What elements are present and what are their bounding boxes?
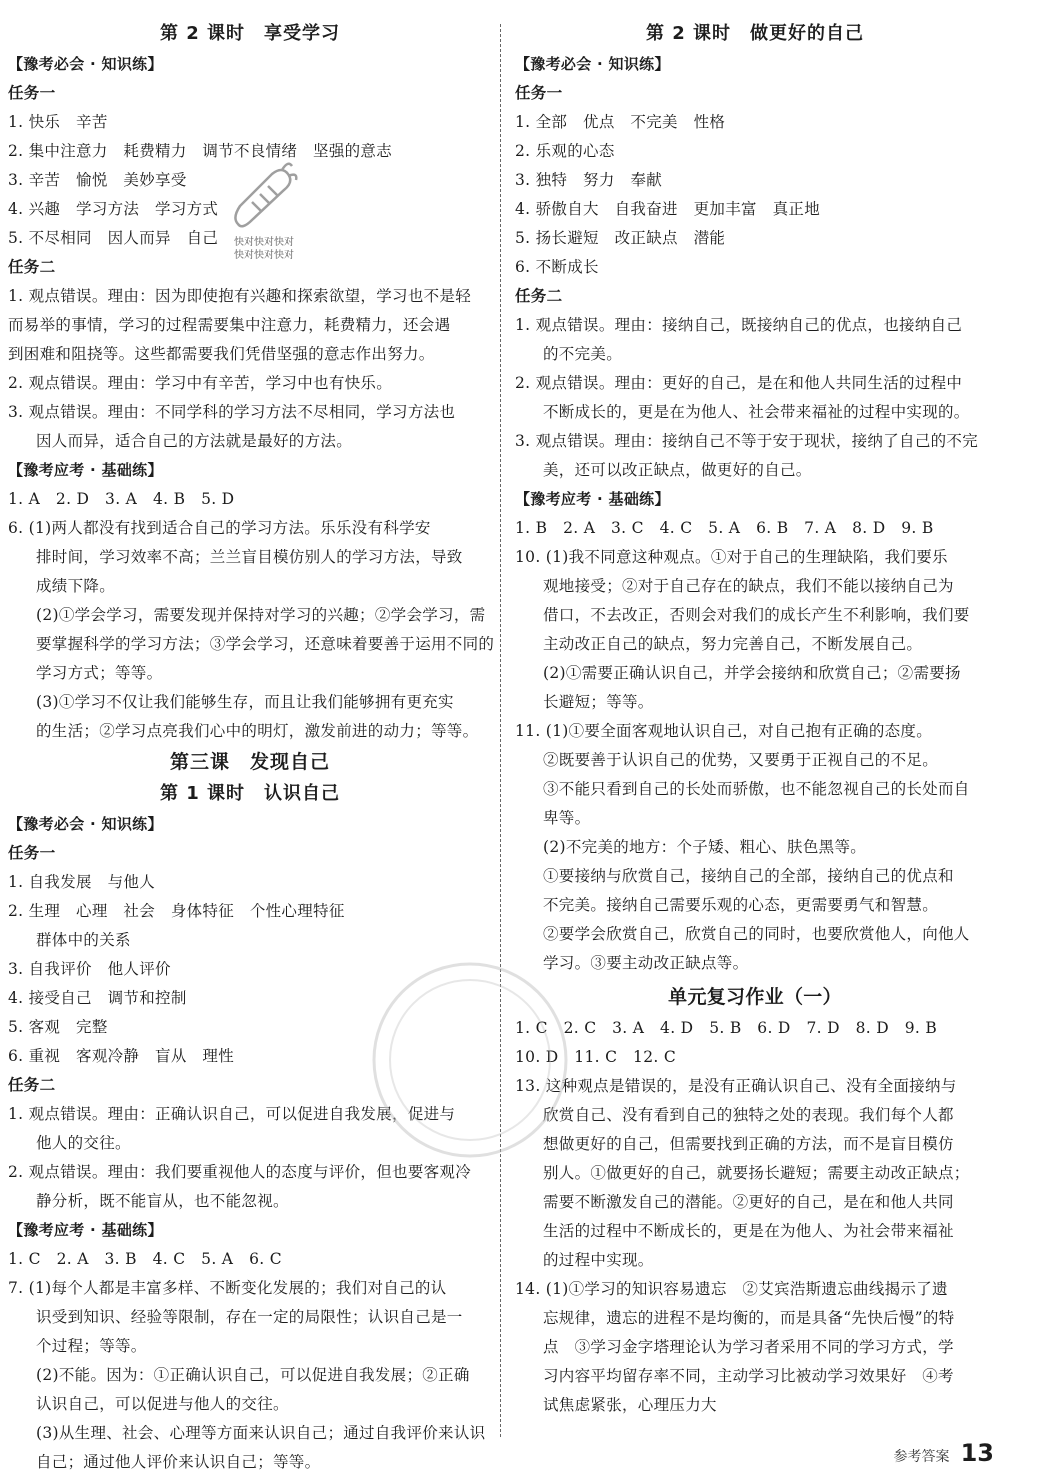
text-line: 4. 兴趣 学习方法 学习方式 <box>8 200 219 218</box>
text-line: 群体中的关系 <box>36 931 131 949</box>
text-line: 10. (1)我不同意这种观点。①对于自己的生理缺陷，我们要乐 <box>515 548 948 566</box>
task-header: 任务一 <box>8 844 56 862</box>
text-line: 1. 自我发展 与他人 <box>8 873 156 891</box>
text-line: 6. 重视 客观冷静 盲从 理性 <box>8 1047 235 1065</box>
unit-title: 单元复习作业（一） <box>668 986 842 1008</box>
text-line: 5. 扬长避短 改正缺点 潜能 <box>515 229 726 247</box>
text-line: 排时间，学习效率不高；兰兰盲目模仿别人的学习方法，导致 <box>36 548 463 566</box>
watermark-line: 快对快对快对 <box>234 250 294 261</box>
section-header: 【豫考应考 · 基础练】 <box>8 461 163 479</box>
text-line: 点 ③学习金字塔理论认为学习者采用不同的学习方式，学 <box>543 1338 954 1356</box>
text-line: 13. 这种观点是错误的，是没有正确认识自己、没有全面接纳与 <box>515 1077 957 1095</box>
text-line: 学习方式；等等。 <box>36 664 163 682</box>
text-line: 2. 乐观的心态 <box>515 142 615 160</box>
text-line: 想做更好的自己，但需要找到正确的方法，而不是盲目模仿 <box>543 1135 954 1153</box>
text-line: 要掌握科学的学习方法；③学会学习，还意味着要善于运用不同的 <box>36 635 495 653</box>
text-line: 自己；通过他人评价来认识自己；等等。 <box>36 1453 321 1471</box>
text-line: 3. 观点错误。理由：不同学科的学习方法不尽相同，学习方法也 <box>8 403 456 421</box>
text-line: 欣赏自己、没有看到自己的独特之处的表现。我们每个人都 <box>543 1106 954 1124</box>
text-line: ①要接纳与欣赏自己，接纳自己的全部，接纳自己的优点和 <box>543 867 954 885</box>
lesson-title: 第 2 课时 做更好的自己 <box>645 23 865 44</box>
text-line: 10. D 11. C 12. C <box>515 1048 676 1066</box>
text-line: 11. (1)①要全面客观地认识自己，对自己抱有正确的态度。 <box>515 722 933 740</box>
text-line: 2. 观点错误。理由：我们要重视他人的态度与评价，但也要客观冷 <box>8 1163 472 1181</box>
text-line: 他人的交往。 <box>36 1134 131 1152</box>
text-line: 的过程中实现。 <box>543 1251 654 1269</box>
text-line: (2)不完美的地方：个子矮、粗心、肤色黑等。 <box>543 838 867 856</box>
task-header: 任务二 <box>8 258 56 276</box>
text-line: (2)①学会学习，需要发现并保持对学习的兴趣；②学会学习，需 <box>36 606 486 624</box>
section-header: 【豫考应考 · 基础练】 <box>8 1221 163 1239</box>
text-line: 5. 客观 完整 <box>8 1018 108 1036</box>
text-line: 1. B 2. A 3. C 4. C 5. A 6. B 7. A 8. D 9. B <box>515 519 934 537</box>
lesson-title: 第 1 课时 认识自己 <box>159 783 341 804</box>
text-line: 5. 不尽相同 因人而异 自己 <box>8 229 219 247</box>
text-line: 不完美。接纳自己需要乐观的心态，更需要勇气和智慧。 <box>543 896 939 914</box>
footer-label: 参考答案 <box>893 1449 950 1465</box>
text-line: 成绩下降。 <box>36 577 116 595</box>
task-header: 任务一 <box>515 84 563 102</box>
text-line: 1. 观点错误。理由：接纳自己，既接纳自己的优点，也接纳自己 <box>515 316 963 334</box>
task-header: 任务二 <box>8 1076 56 1094</box>
text-line: 个过程；等等。 <box>36 1337 147 1355</box>
section-header: 【豫考应考 · 基础练】 <box>515 490 670 508</box>
text-line: 4. 骄傲自大 自我奋进 更加丰富 真正地 <box>515 200 821 218</box>
text-line: 2. 观点错误。理由：学习中有辛苦，学习中也有快乐。 <box>8 374 393 392</box>
text-line: 2. 生理 心理 社会 身体特征 个性心理特征 <box>8 902 345 920</box>
text-line: 3. 独特 努力 奉献 <box>515 171 663 189</box>
text-line: 卑等。 <box>543 809 591 827</box>
text-line: 生活的过程中不断成长的，更是在为他人、为社会带来福祉 <box>543 1222 954 1240</box>
text-line: 而易举的事情，学习的过程需要集中注意力，耗费精力，还会遇 <box>8 316 451 334</box>
watermark-line: 快对快对快对 <box>234 237 294 248</box>
text-line: 3. 自我评价 他人评价 <box>8 960 171 978</box>
text-line: ③不能只看到自己的长处而骄傲，也不能忽视自己的长处而自 <box>543 780 970 798</box>
text-line: 7. (1)每个人都是丰富多样、不断变化发展的；我们对自己的认 <box>8 1279 447 1297</box>
text-line: 静分析，既不能盲从，也不能忽视。 <box>36 1192 289 1210</box>
task-header: 任务一 <box>8 84 56 102</box>
text-line: 6. (1)两人都没有找到适合自己的学习方法。乐乐没有科学安 <box>8 519 431 537</box>
text-line: (3)从生理、社会、心理等方面来认识自己；通过自我评价来认识 <box>36 1424 486 1442</box>
watermark-text <box>234 236 294 262</box>
text-line: 观地接受；②对于自己存在的缺点，我们不能以接纳自己为 <box>543 577 954 595</box>
text-line: (3)①学习不仅让我们能够生存，而且让我们能够拥有更充实 <box>36 693 454 711</box>
text-line: 1. 快乐 辛苦 <box>8 113 108 131</box>
text-line: 1. 观点错误。理由：正确认识自己，可以促进自我发展，促进与 <box>8 1105 456 1123</box>
text-line: 忘规律，遗忘的进程不是均衡的，而是具备“先快后慢”的特 <box>543 1309 955 1327</box>
right-column <box>515 18 995 1420</box>
text-line: (2)①需要正确认识自己，并学会接纳和欣赏自己；②需要扬 <box>543 664 961 682</box>
page-footer <box>894 1439 995 1467</box>
text-line: 别人。①做更好的自己，就要扬长避短；需要主动改正缺点； <box>543 1164 970 1182</box>
text-line: 需要不断激发自己的潜能。②更好的自己，是在和他人共同 <box>543 1193 954 1211</box>
text-line: ②既要善于认识自己的优势，又要勇于正视自己的不足。 <box>543 751 939 769</box>
text-line: 3. 观点错误。理由：接纳自己不等于安于现状，接纳了自己的不完 <box>515 432 979 450</box>
column-divider <box>500 24 501 1437</box>
text-line: 认识自己，可以促进与他人的交往。 <box>36 1395 289 1413</box>
text-line: 试焦虑紧张，心理压力大 <box>543 1396 717 1414</box>
text-line: 4. 接受自己 调节和控制 <box>8 989 187 1007</box>
section-header: 【豫考必会 · 知识练】 <box>8 55 163 73</box>
text-line: 6. 不断成长 <box>515 258 599 276</box>
text-line: 长避短；等等。 <box>543 693 654 711</box>
text-line: 借口，不去改正，否则会对我们的成长产生不利影响，我们要 <box>543 606 970 624</box>
task-header: 任务二 <box>515 287 563 305</box>
text-line: 到困难和阻挠等。这些都需要我们凭借坚强的意志作出努力。 <box>8 345 435 363</box>
text-line: 的生活；②学习点亮我们心中的明灯，激发前进的动力；等等。 <box>36 722 479 740</box>
text-line: 因人而异，适合自己的方法就是最好的方法。 <box>36 432 353 450</box>
text-line: 2. 集中注意力 耗费精力 调节不良情绪 坚强的意志 <box>8 142 393 160</box>
page-number: 13 <box>960 1439 994 1467</box>
text-line: 习内容平均留存率不同，主动学习比被动学习效果好 ④考 <box>543 1367 954 1385</box>
section-header: 【豫考必会 · 知识练】 <box>8 815 163 833</box>
text-line: 学习。③要主动改正缺点等。 <box>543 954 749 972</box>
text-line: 1. 观点错误。理由：因为即使抱有兴趣和探索欲望，学习也不是轻 <box>8 287 472 305</box>
text-line: 1. C 2. C 3. A 4. D 5. B 6. D 7. D 8. D 9. B <box>515 1019 938 1037</box>
text-line: 识受到知识、经验等限制，存在一定的局限性；认识自己是一 <box>36 1308 463 1326</box>
lesson-title: 第三课 发现自己 <box>169 751 330 773</box>
lesson-title: 第 2 课时 享受学习 <box>159 23 341 44</box>
text-line: 的不完美。 <box>543 345 623 363</box>
text-line: 14. (1)①学习的知识容易遗忘 ②艾宾浩斯遗忘曲线揭示了遗 <box>515 1280 948 1298</box>
text-line: ②要学会欣赏自己，欣赏自己的同时，也要欣赏他人，向他人 <box>543 925 970 943</box>
section-header: 【豫考必会 · 知识练】 <box>515 55 670 73</box>
text-line: (2)不能。因为：①正确认识自己，可以促进自我发展；②正确 <box>36 1366 470 1384</box>
text-line: 1. A 2. D 3. A 4. B 5. D <box>8 490 235 508</box>
text-line: 3. 辛苦 愉悦 美妙享受 <box>8 171 187 189</box>
text-line: 2. 观点错误。理由：更好的自己，是在和他人共同生活的过程中 <box>515 374 963 392</box>
text-line: 美，还可以改正缺点，做更好的自己。 <box>543 461 812 479</box>
text-line: 不断成长的，更是在为他人、社会带来福祉的过程中实现的。 <box>543 403 970 421</box>
text-line: 主动改正自己的缺点，努力完善自己，不断发展自己。 <box>543 635 923 653</box>
text-line: 1. C 2. A 3. B 4. C 5. A 6. C <box>8 1250 282 1268</box>
text-line: 1. 全部 优点 不完美 性格 <box>515 113 726 131</box>
